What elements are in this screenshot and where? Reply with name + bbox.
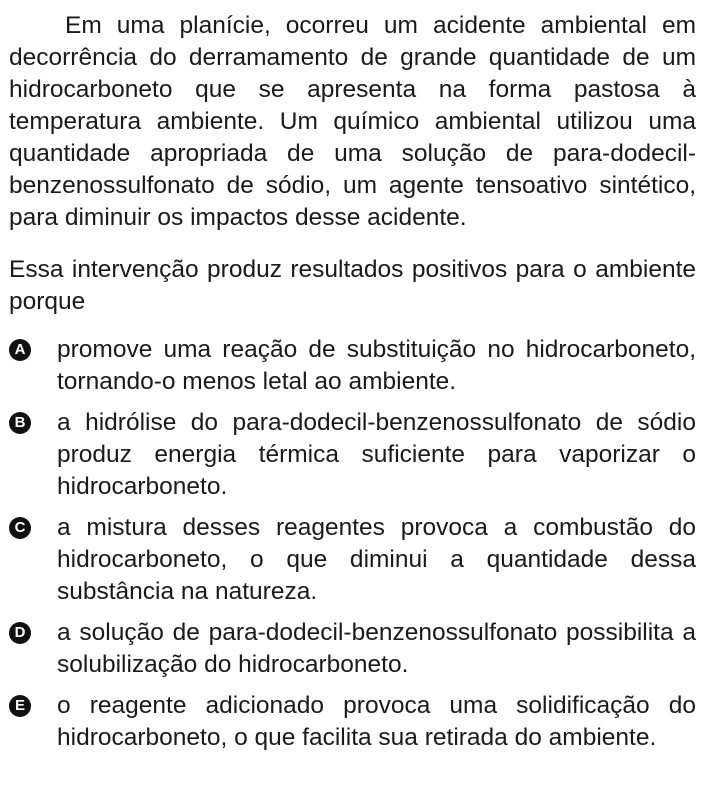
option-b-text: a hidrólise do para-dodecil-benzenossulfonato de sódio produz energia térmica suficiente para vaporizar o hidrocarboneto. <box>57 409 696 500</box>
option-c[interactable] <box>9 512 696 608</box>
option-e[interactable] <box>9 690 696 754</box>
option-d-text: a solução de para-dodecil-benzenossulfonato possibilita a solubilização do hidrocarboneto. <box>57 619 696 678</box>
option-a-text: promove uma reação de substituição no hidrocarboneto, tornando-o menos letal ao ambiente. <box>57 336 696 395</box>
option-c-letter-icon: C <box>9 517 31 539</box>
option-b-letter-icon: B <box>9 412 31 434</box>
question-stem: Essa intervenção produz resultados positivos para o ambiente porque <box>9 256 696 315</box>
option-d-letter-icon: D <box>9 622 31 644</box>
question-text: Em uma planície, ocorreu um acidente ambiental em decorrência do derramamento de grande quantidade de um hidrocarboneto que se apresenta na forma pastosa à temperatura ambiente. Um químico ambiental utilizou uma quantidade apropriada de uma solução de para-dodecil-benzenossulfonato de sódio, um agente tensoativo sintético, para diminuir os impactos desse acidente. <box>9 12 696 231</box>
option-e-letter-icon: E <box>9 695 31 717</box>
option-e-text: o reagente adicionado provoca uma solidificação do hidrocarboneto, o que facilita sua retirada do ambiente. <box>57 692 696 751</box>
answer-options <box>9 334 696 754</box>
option-a[interactable] <box>9 334 696 398</box>
option-c-text: a mistura desses reagentes provoca a combustão do hidrocarboneto, o que diminui a quantidade dessa substância na natureza. <box>57 514 696 605</box>
spacer <box>9 234 696 254</box>
option-d[interactable] <box>9 617 696 681</box>
option-b[interactable] <box>9 407 696 503</box>
option-a-letter-icon: A <box>9 339 31 361</box>
